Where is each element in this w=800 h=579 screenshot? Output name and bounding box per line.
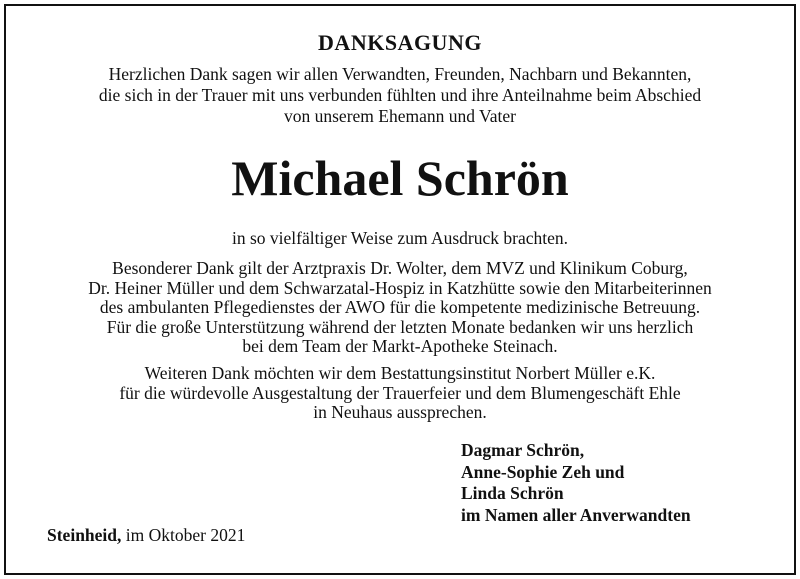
medical-thanks-paragraph: [0, 259, 800, 357]
medical-thanks-line: Dr. Heiner Müller und dem Schwarzatal-Hospiz in Katzhütte sowie den Mitarbeiterinnen: [88, 277, 712, 298]
intro-line: die sich in der Trauer mit uns verbunden fühlten und ihre Anteilnahme beim Abschied: [98, 85, 702, 105]
deceased-name: Michael Schrön: [231, 150, 569, 206]
signer-line: im Namen aller Anverwandten: [461, 504, 691, 525]
intro-line: Herzlichen Dank sagen wir allen Verwandten, Freunden, Nachbarn und Bekannten,: [108, 64, 692, 84]
intro-line: von unserem Ehemann und Vater: [284, 106, 516, 126]
funeral-thanks-line: für die würdevolle Ausgestaltung der Trauerfeier und dem Blumengeschäft Ehle: [119, 382, 681, 403]
medical-thanks-line: Besonderer Dank gilt der Arztpraxis Dr. Wolter, dem MVZ und Klinikum Coburg,: [112, 258, 688, 278]
signers-block: [461, 440, 691, 526]
signer-line: Dagmar Schrön,: [461, 440, 585, 460]
place-date: [47, 525, 245, 546]
signer-line: Linda Schrön: [461, 483, 564, 503]
date: im Oktober 2021: [125, 525, 246, 545]
signer-line: Anne-Sophie Zeh und: [461, 461, 625, 482]
medical-thanks-line: Für die große Unterstützung während der letzten Monate bedanken wir uns herzlich: [106, 316, 694, 337]
funeral-thanks-line: in Neuhaus aussprechen.: [313, 402, 487, 422]
notice-title: DANKSAGUNG: [318, 30, 482, 55]
funeral-thanks-paragraph: [0, 364, 800, 423]
expression-paragraph: [0, 229, 800, 249]
medical-thanks-line: des ambulanten Pflegedienstes der AWO für die kompetente medizinische Betreuung.: [99, 297, 701, 317]
place: Steinheid,: [47, 525, 122, 545]
funeral-thanks-line: Weiteren Dank möchten wir dem Bestattungsinstitut Norbert Müller e.K.: [144, 363, 656, 383]
intro-paragraph: [0, 64, 800, 127]
expression-line: in so vielfältiger Weise zum Ausdruck brachten.: [231, 228, 569, 248]
medical-thanks-line: bei dem Team der Markt-Apotheke Steinach.: [242, 336, 558, 356]
